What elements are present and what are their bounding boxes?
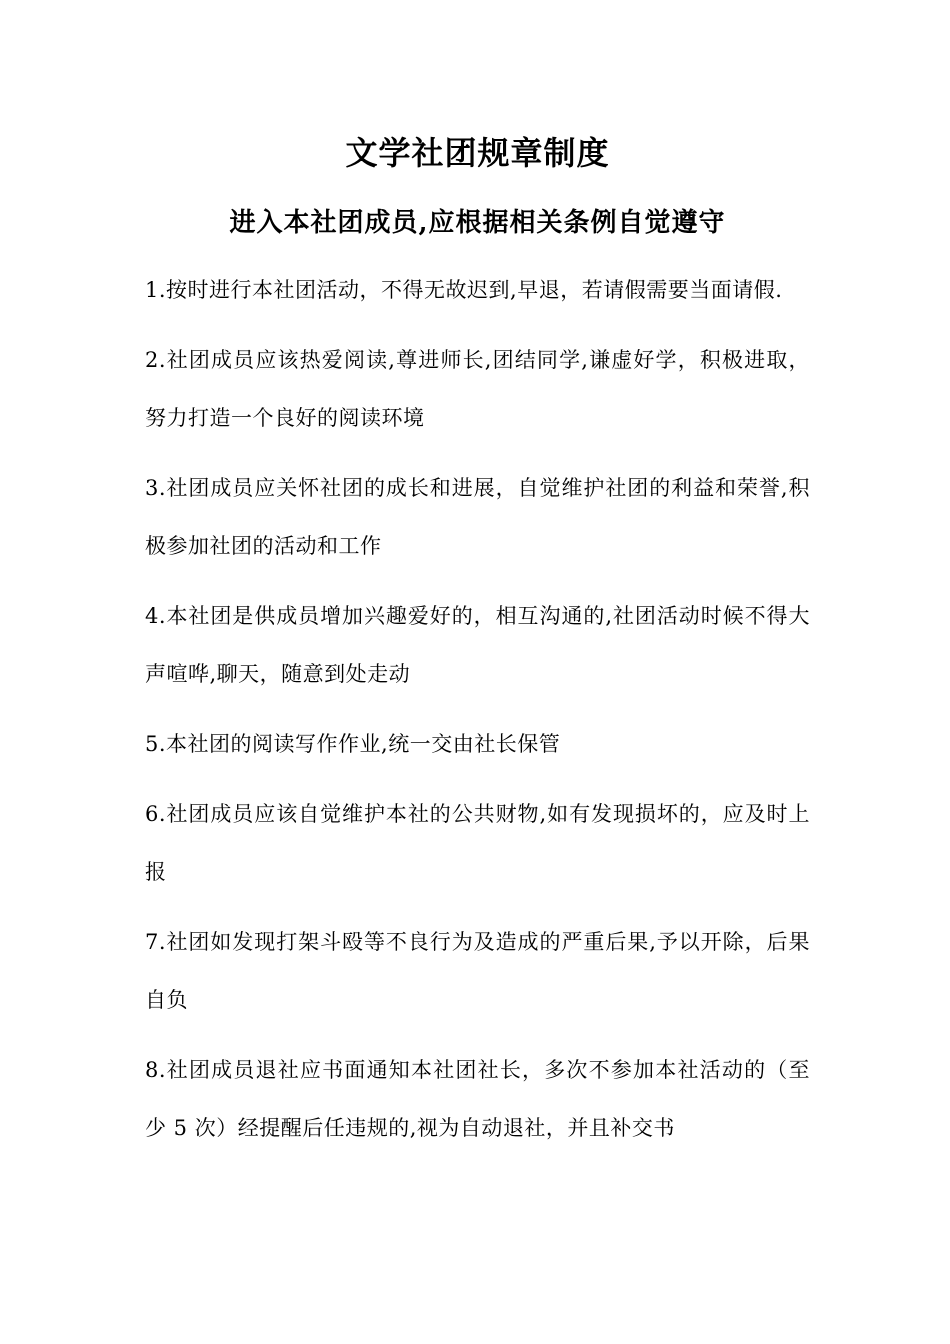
rule-item-5: 5.本社团的阅读写作作业,统一交由社长保管 bbox=[145, 732, 561, 756]
rule-item-2: 2.社团成员应该热爱阅读,尊进师长,团结同学,谦虚好学，积极进取，努力打造一个良好的阅读环境 bbox=[145, 348, 810, 430]
rules-list bbox=[145, 261, 810, 1157]
rule-item-8: 8.社团成员退社应书面通知本社团社长，多次不参加本社活动的（至少 5 次）经提醒后任违规的,视为自动退社，并且补交书 bbox=[145, 1058, 810, 1140]
rule-item-4: 4.本社团是供成员增加兴趣爱好的，相互沟通的,社团活动时候不得大声喧哗,聊天，随意到处走动 bbox=[145, 604, 810, 686]
document-subtitle: 进入本社团成员,应根据相关条例自觉遵守 bbox=[229, 208, 726, 238]
document-title: 文学社团规章制度 bbox=[345, 134, 610, 172]
rule-item-7: 7.社团如发现打架斗殴等不良行为及造成的严重后果,予以开除，后果自负 bbox=[145, 930, 810, 1012]
rule-item-6: 6.社团成员应该自觉维护本社的公共财物,如有发现损坏的，应及时上报 bbox=[145, 802, 810, 884]
rule-item-1: 1.按时进行本社团活动，不得无故迟到,早退，若请假需要当面请假. bbox=[145, 278, 783, 302]
rule-item-3: 3.社团成员应关怀社团的成长和进展，自觉维护社团的利益和荣誉,积极参加社团的活动和工作 bbox=[145, 476, 810, 558]
